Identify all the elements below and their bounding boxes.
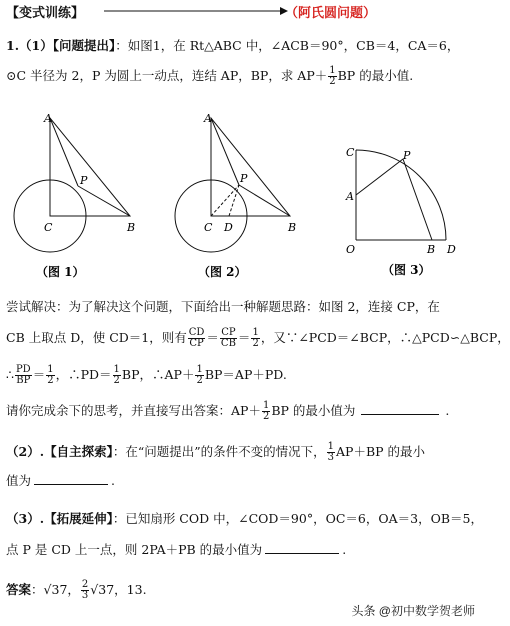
- fraction-den: BP: [16, 375, 31, 386]
- segment-ap: [50, 118, 78, 186]
- label-a: A: [204, 112, 212, 125]
- answer-text: ，: [67, 582, 80, 597]
- solution-line-4: [6, 401, 449, 422]
- fraction-num: PD: [15, 364, 31, 375]
- problem-tag: 【问题提出】: [52, 38, 116, 53]
- fraction: [188, 328, 206, 349]
- fraction-den: 2: [196, 375, 203, 386]
- answer-blank: [265, 541, 339, 554]
- watermark: 头条 @初中数学贺老师: [351, 604, 475, 618]
- answer-value: √37: [43, 582, 68, 597]
- fraction-num: CD: [188, 327, 205, 338]
- part-3-line-2: [6, 541, 346, 559]
- fraction: [220, 328, 237, 349]
- fraction: [15, 365, 32, 386]
- answer-value: √37: [90, 582, 115, 597]
- fraction-den: CP: [189, 338, 204, 349]
- part-text: .: [111, 473, 115, 488]
- answer-blank: [361, 402, 439, 415]
- figure-3-caption: （图 3）: [382, 263, 431, 277]
- fraction-den: CB: [220, 338, 236, 349]
- fraction-den: 2: [252, 338, 259, 349]
- figure-1-caption: （图 1）: [36, 265, 85, 279]
- fraction: [46, 365, 54, 386]
- label-b: B: [288, 221, 297, 234]
- part-2-line-1: [6, 442, 425, 463]
- part-text: 值为: [6, 473, 32, 488]
- problem-line-1: [6, 37, 459, 55]
- fraction-num: 1: [113, 364, 120, 375]
- fraction-den: 3: [81, 590, 89, 601]
- fraction-den: 2: [113, 375, 120, 386]
- label-a: A: [346, 190, 354, 203]
- solution-line-3: [6, 365, 287, 386]
- label-a: A: [44, 112, 52, 125]
- solution-text: ，又∵∠PCD＝∠BCP，∴△PCD∽△BCP，: [260, 330, 510, 345]
- fraction-num: CP: [221, 327, 236, 338]
- segment-cp: [211, 185, 239, 216]
- part-tag: 【自主探索】: [44, 444, 113, 459]
- segment-ap: [356, 159, 403, 195]
- fraction-num: 1: [329, 65, 336, 76]
- label-p: P: [80, 174, 88, 187]
- part-2-line-2: [6, 472, 115, 490]
- label-c: C: [44, 221, 53, 234]
- segment-dp: [229, 185, 239, 216]
- label-d: D: [224, 221, 233, 234]
- section-header: 【变式训练】: [6, 6, 85, 21]
- part-text: .: [342, 542, 347, 557]
- fraction-num: 1: [252, 327, 259, 338]
- fraction: [327, 442, 335, 463]
- label-b: B: [127, 221, 136, 234]
- solution-text: ∴: [6, 367, 14, 382]
- answer-label: 答案: [6, 582, 32, 597]
- problem-text: ：如图1，在 Rt△ABC 中，∠ACB＝90°，CB＝4，CA＝6，: [115, 38, 460, 53]
- problem-line-2: [6, 66, 413, 87]
- solution-text: ＝: [206, 330, 219, 345]
- part-3-line-1: [6, 510, 483, 528]
- triangle-abc: [211, 118, 290, 216]
- solution-text: ＝: [237, 330, 251, 345]
- part-tag: 【拓展延伸】: [44, 511, 113, 526]
- fraction-num: 2: [81, 579, 89, 590]
- label-c: C: [204, 221, 213, 234]
- solution-text: 请你完成余下的思考，并直接写出答案：AP＋: [6, 403, 261, 418]
- problem-text: ⊙C 半径为 2，P 为圆上一动点，连结 AP，BP，求 AP＋: [6, 68, 328, 83]
- fraction-den: 3: [327, 452, 334, 463]
- fraction-den: 2: [47, 375, 54, 386]
- fraction-num: 1: [262, 400, 270, 411]
- figure-2: [175, 112, 296, 279]
- triangle-abc: [50, 118, 130, 216]
- answer-text: ，13.: [114, 582, 147, 597]
- label-o: O: [346, 243, 356, 256]
- fraction: [251, 328, 259, 349]
- header-arrow-icon: [104, 4, 288, 18]
- label-p: P: [240, 172, 248, 185]
- fraction-num: 1: [47, 364, 54, 375]
- answer-blank: [34, 472, 108, 485]
- fraction: [195, 365, 203, 386]
- solution-line-1: 尝试解决：为了解决这个问题，下面给出一种解题思路：如图 2，连接 CP，在: [6, 299, 440, 314]
- arc-cd: [356, 150, 446, 240]
- fraction-den: 2: [262, 411, 270, 422]
- answer-line: [6, 580, 147, 601]
- segment-bp: [403, 159, 432, 240]
- figure-2-caption: （图 2）: [198, 265, 247, 279]
- part-text: AP＋BP 的最小: [336, 444, 426, 459]
- problem-number: 1.（1）: [6, 38, 53, 53]
- fraction-den: 2: [329, 76, 336, 87]
- fraction-num: 1: [196, 364, 203, 375]
- solution-text: ，∴PD＝: [55, 367, 112, 382]
- fraction: [328, 66, 336, 87]
- label-c: C: [346, 146, 355, 159]
- label-p: P: [403, 149, 411, 162]
- fraction: [262, 401, 270, 422]
- part-text: ：在“问题提出”的条件不变的情况下，: [112, 444, 326, 459]
- part-number: （3）.: [6, 511, 45, 526]
- segment-ap: [211, 118, 239, 185]
- solution-text: .: [445, 403, 450, 418]
- solution-text: BP＝AP＋PD.: [204, 367, 287, 382]
- answer-text: ：: [31, 582, 44, 597]
- part-text: 点 P 是 CD 上一点，则 2PA＋PB 的最小值为: [6, 542, 263, 557]
- figures-area: [0, 100, 483, 280]
- topic-label: （阿氏圆问题）: [285, 6, 377, 21]
- label-d: D: [447, 243, 456, 256]
- solution-text: BP 的最小值为: [271, 403, 356, 418]
- part-number: （2）.: [6, 444, 45, 459]
- solution-text: ＝: [32, 367, 46, 382]
- solution-line-2: [6, 328, 510, 349]
- fraction: [81, 580, 89, 601]
- solution-text: BP，∴AP＋: [121, 367, 195, 382]
- part-text: ：已知扇形 COD 中，∠COD＝90°，OC＝6，OA＝3，OB＝5，: [112, 511, 483, 526]
- solution-text: CB 上取点 D，使 CD＝1，则有: [6, 330, 187, 345]
- figure-1: [14, 112, 135, 279]
- fraction-num: 1: [327, 441, 334, 452]
- problem-text: BP 的最小值.: [337, 68, 414, 83]
- figure-3: [345, 146, 456, 277]
- label-b: B: [427, 243, 436, 256]
- fraction: [113, 365, 121, 386]
